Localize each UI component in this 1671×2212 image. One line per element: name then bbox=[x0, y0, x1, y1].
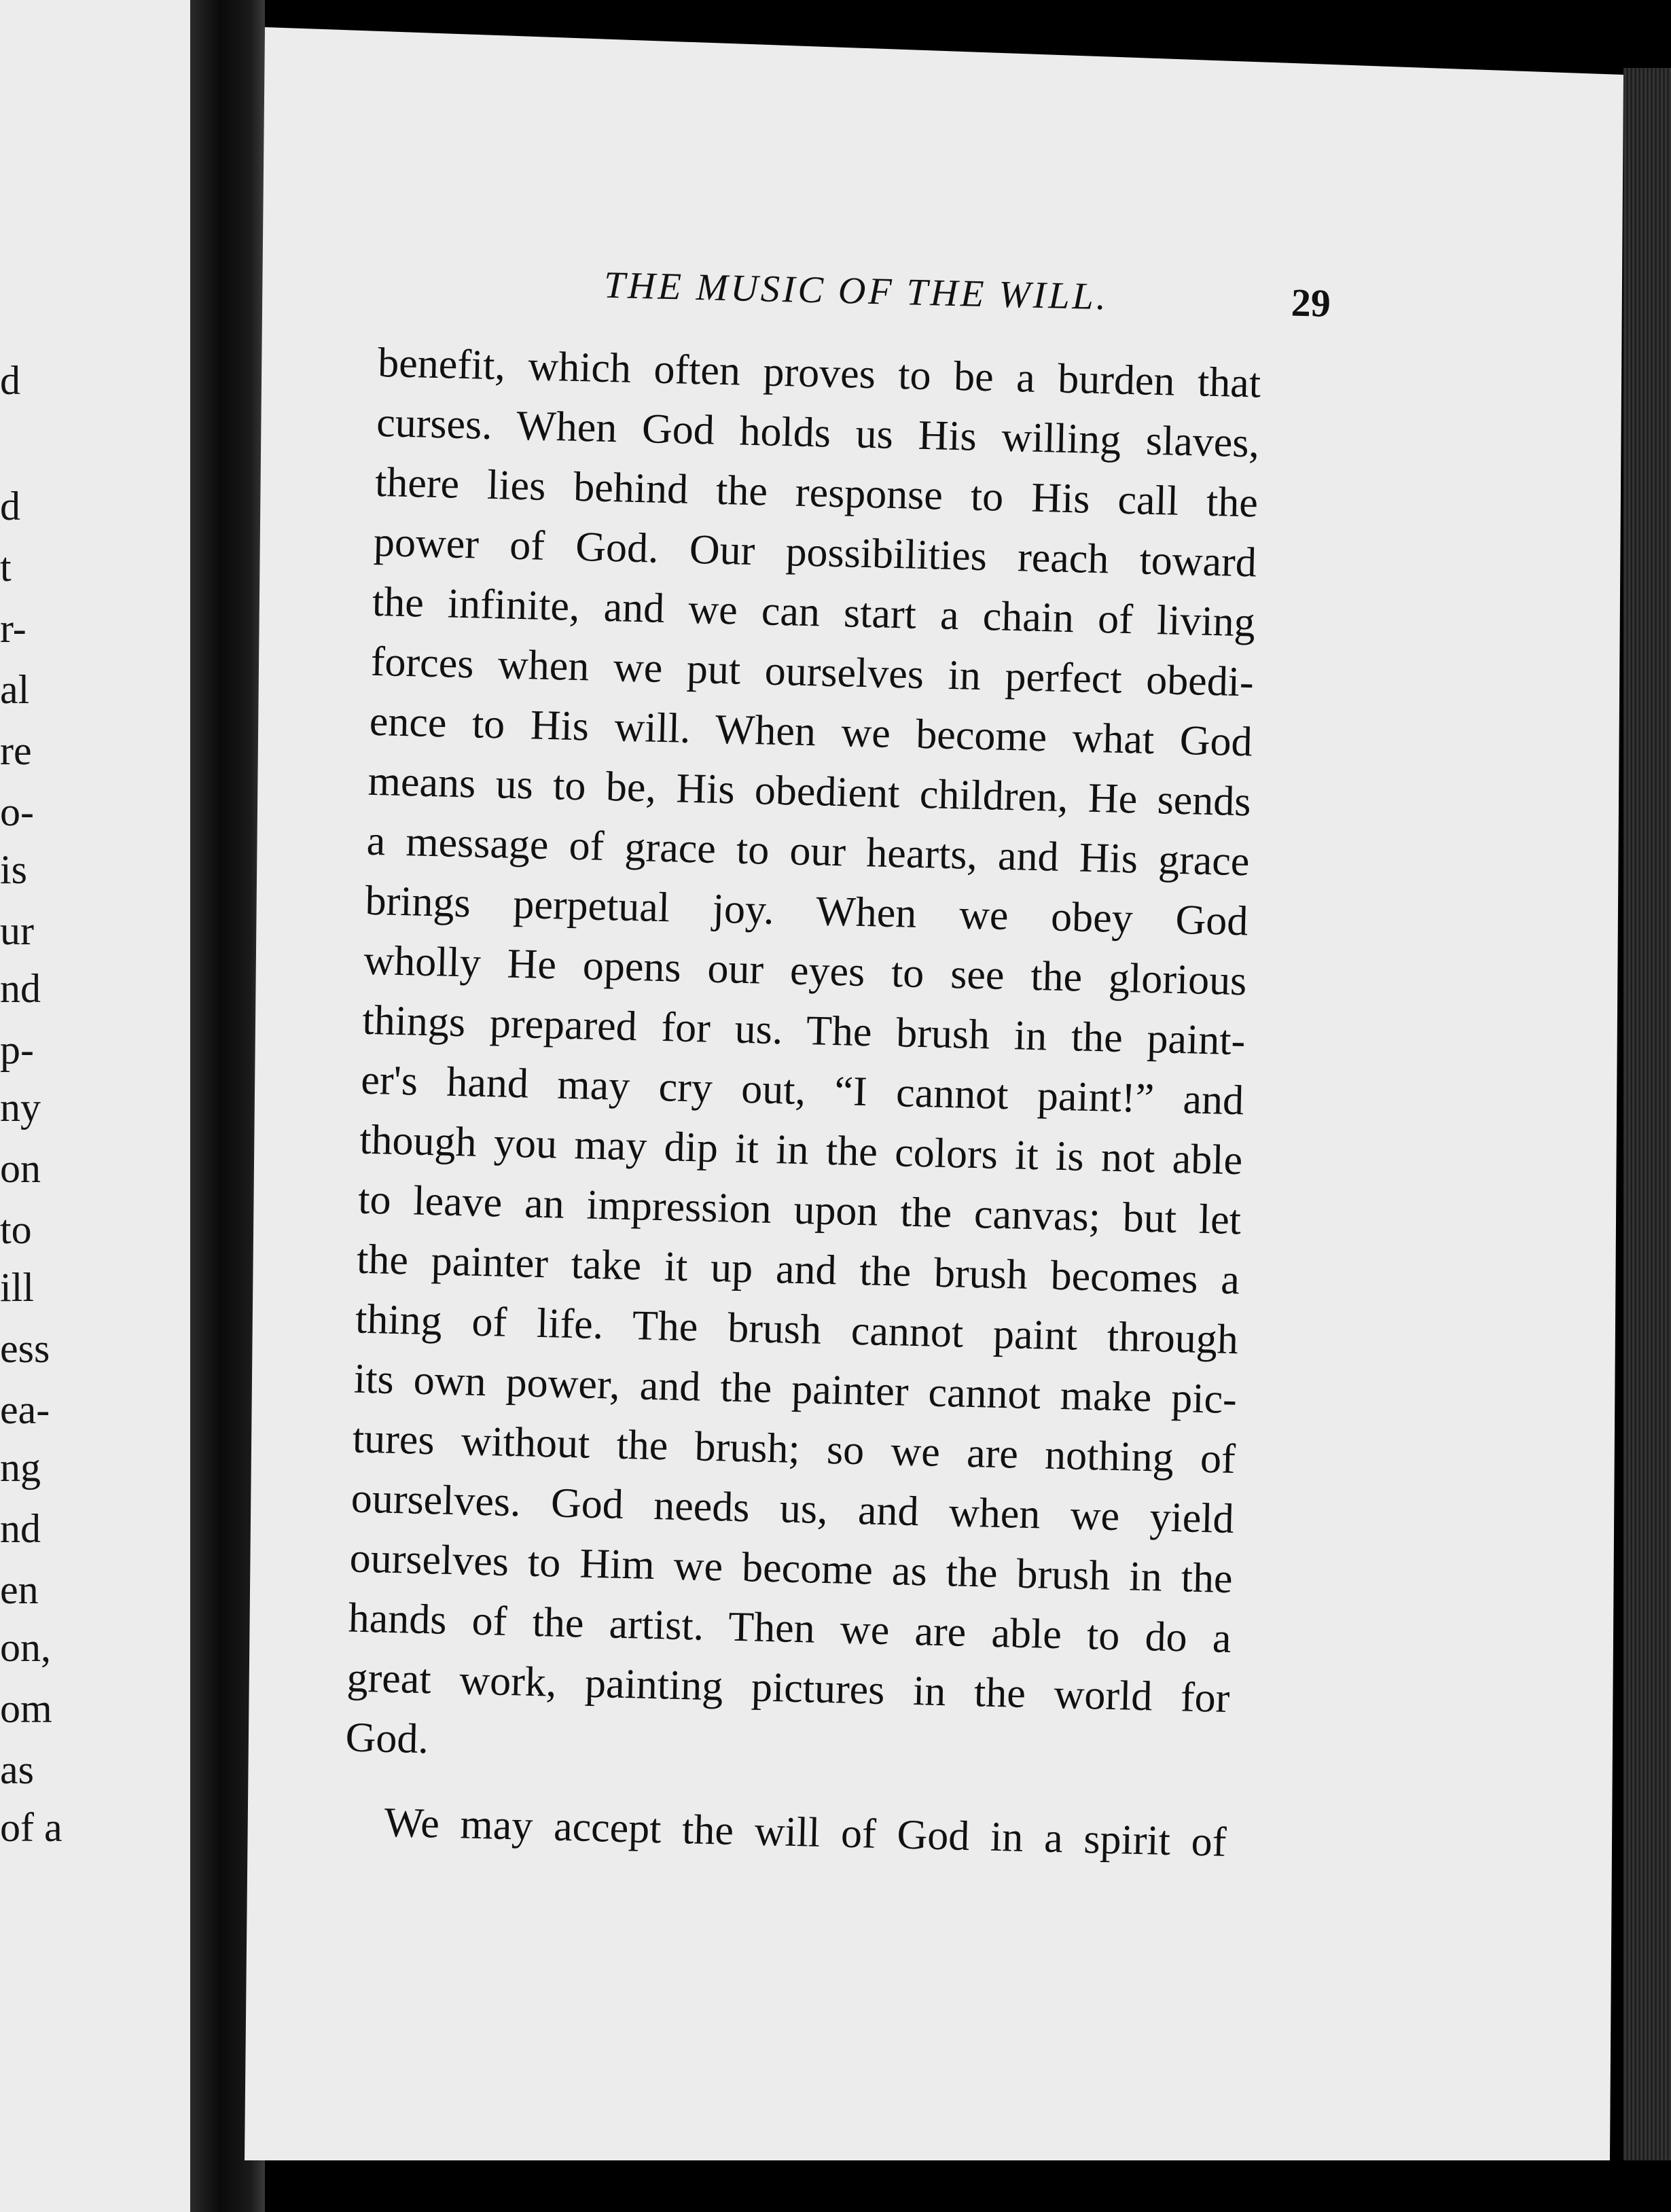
left-fragment: t bbox=[0, 545, 12, 590]
text-line: things prepared for us. The brush in the paint- bbox=[361, 997, 1246, 1065]
text-line: the infinite, and we can start a chain of living bbox=[372, 578, 1256, 646]
text-line: benefit, which often proves to be a burden that bbox=[377, 339, 1261, 407]
left-fragment: o- bbox=[0, 789, 34, 834]
text-line: ence to His will. When we become what God bbox=[369, 698, 1253, 766]
left-fragment: ny bbox=[0, 1085, 41, 1130]
left-fragment: on, bbox=[0, 1625, 51, 1670]
text-line: a message of grace to our hearts, and His grace bbox=[365, 817, 1251, 885]
left-fragment: en bbox=[0, 1567, 39, 1612]
text-line: hands of the artist. Then we are able to do a bbox=[348, 1594, 1232, 1662]
text-line: forces when we put ourselves in perfect obedi- bbox=[370, 638, 1255, 706]
left-fragment: ng bbox=[0, 1445, 41, 1490]
left-fragment: ess bbox=[0, 1326, 50, 1371]
text-line: God. bbox=[344, 1714, 429, 1763]
left-fragment: p- bbox=[0, 1027, 34, 1072]
paragraph bbox=[345, 333, 1329, 1789]
left-fragment: r- bbox=[0, 606, 26, 651]
text-line: there lies behind the response to His call the bbox=[374, 459, 1259, 527]
left-fragment: on bbox=[0, 1146, 41, 1191]
left-fragment: nd bbox=[0, 966, 41, 1011]
text-line: We may accept the will of God in a spirit of bbox=[383, 1799, 1227, 1866]
left-fragment: of a bbox=[0, 1805, 62, 1850]
text-line: thing of life. The brush cannot paint through bbox=[355, 1296, 1239, 1363]
text-line: wholly He opens our eyes to see the glorious bbox=[363, 937, 1248, 1005]
page-stack-edge bbox=[1623, 68, 1671, 2160]
text-line: ourselves. God needs us, and when we yield bbox=[351, 1475, 1235, 1543]
text-line: er's hand may cry out, “I cannot paint!” and bbox=[360, 1056, 1244, 1124]
running-head-title: THE MUSIC OF THE WILL. bbox=[603, 264, 1109, 319]
left-fragment: ea- bbox=[0, 1387, 50, 1432]
left-fragment: om bbox=[0, 1686, 52, 1731]
text-line: means us to be, His obedient children, He sends bbox=[367, 757, 1252, 825]
left-fragment: ill bbox=[0, 1265, 35, 1310]
left-fragment: to bbox=[0, 1207, 32, 1252]
left-fragment: re bbox=[0, 728, 32, 773]
text-line: brings perpetual joy. When we obey God bbox=[364, 877, 1249, 945]
text-line: curses. When God holds us His willing slaves, bbox=[376, 399, 1260, 467]
text-line: its own power, and the painter cannot make pic- bbox=[353, 1355, 1238, 1423]
text-line: to leave an impression upon the canvas; but let bbox=[357, 1176, 1242, 1244]
text-line: the painter take it up and the brush becomes a bbox=[356, 1236, 1240, 1304]
page-text-block bbox=[343, 258, 1331, 1874]
text-line: ourselves to Him we become as the brush in the bbox=[349, 1535, 1234, 1603]
left-fragment: nd bbox=[0, 1506, 41, 1551]
page-number: 29 bbox=[1291, 280, 1331, 325]
left-fragment: d bbox=[0, 358, 20, 403]
left-fragment: as bbox=[0, 1747, 34, 1792]
text-line: though you may dip it in the colors it is not able bbox=[359, 1116, 1243, 1184]
text-line: great work, painting pictures in the world for bbox=[346, 1654, 1231, 1722]
text-line: power of God. Our possibilities reach toward bbox=[373, 518, 1257, 586]
text-line: tures without the brush; so we are nothing of bbox=[352, 1415, 1236, 1483]
left-fragment: ur bbox=[0, 908, 34, 953]
left-fragment: is bbox=[0, 847, 28, 892]
left-fragment: al bbox=[0, 667, 30, 712]
left-fragment: d bbox=[0, 484, 20, 529]
